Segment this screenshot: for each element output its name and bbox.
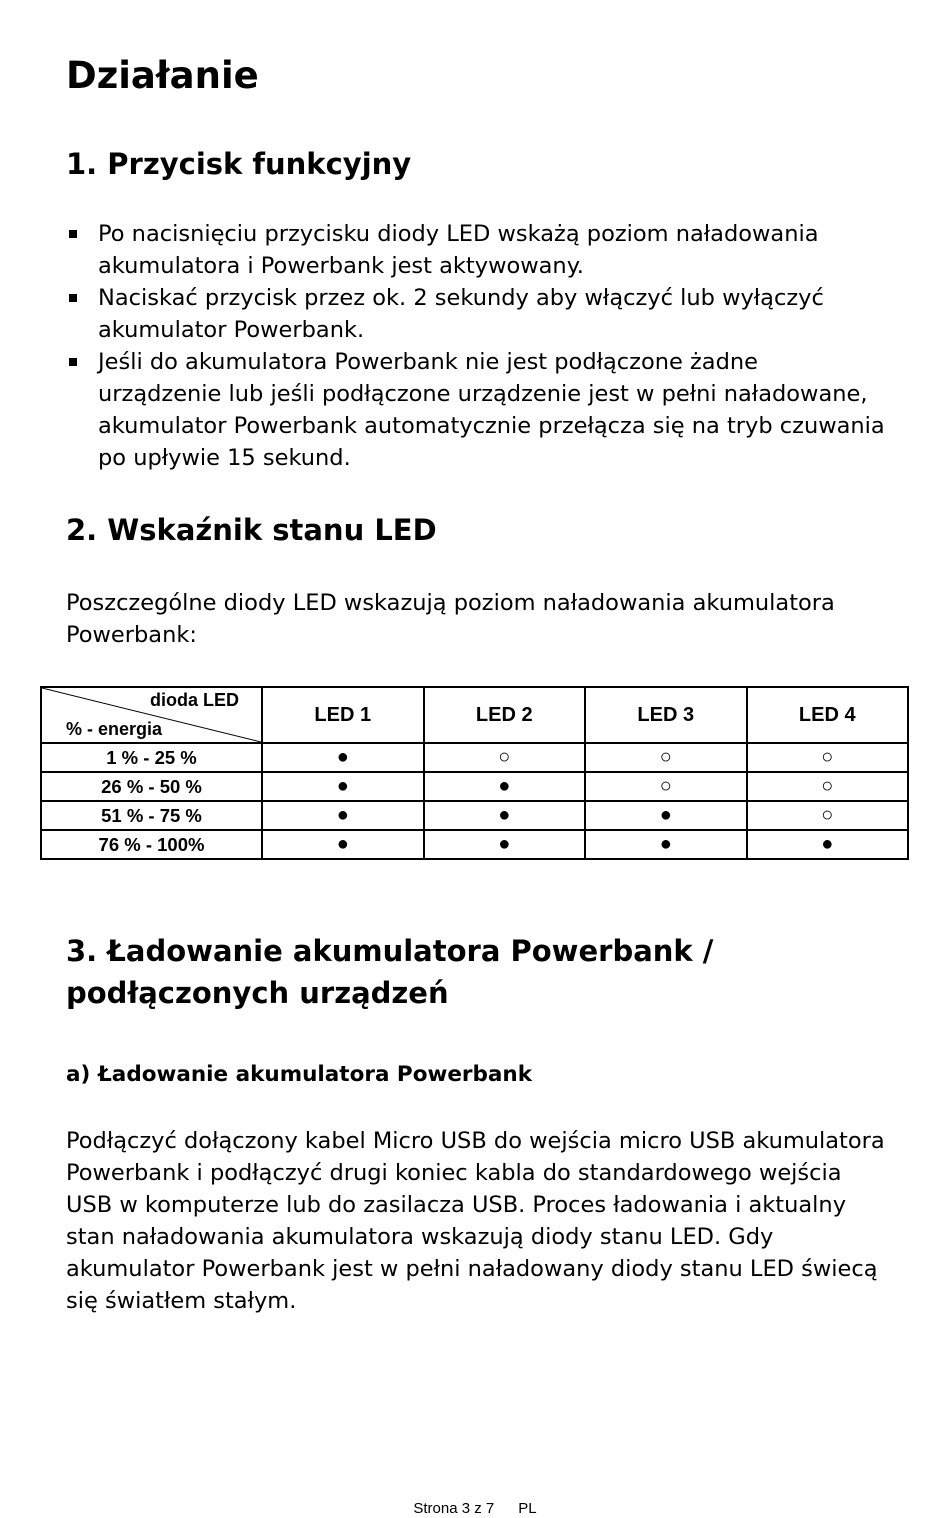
language-code: PL — [518, 1500, 537, 1517]
corner-label-energy: % - energia — [66, 719, 163, 739]
column-header: LED 2 — [424, 687, 586, 743]
table-row — [41, 830, 908, 859]
section-2-heading: 2. Wskaźnik stanu LED — [66, 513, 437, 547]
square-bullet-icon — [69, 358, 77, 366]
led-state-cell: ○ — [747, 743, 909, 772]
led-intro-paragraph: Poszczególne diody LED wskazują poziom naładowania akumulatora Powerbank: — [66, 590, 835, 648]
led-state-cell: ● — [262, 743, 424, 772]
function-button-list — [66, 218, 886, 474]
led-state-cell: ● — [424, 801, 586, 830]
list-item — [66, 282, 886, 346]
led-state-cell: ● — [424, 830, 586, 859]
square-bullet-icon — [69, 230, 77, 238]
section-3-heading: 3. Ładowanie akumulatora Powerbank / podłączonych urządzeń — [66, 934, 714, 1010]
table-row — [41, 743, 908, 772]
list-item — [66, 346, 886, 474]
table-row — [41, 772, 908, 801]
page-title: Działanie — [66, 54, 259, 97]
energy-range-cell: 26 % - 50 % — [41, 772, 262, 801]
energy-range-cell: 1 % - 25 % — [41, 743, 262, 772]
subsection-heading — [66, 1060, 532, 1090]
led-state-cell: ○ — [747, 772, 909, 801]
table-corner-cell — [41, 687, 262, 743]
column-header: LED 4 — [747, 687, 909, 743]
table-row — [41, 801, 908, 830]
led-state-cell: ○ — [747, 801, 909, 830]
list-item-text: Naciskać przycisk przez ok. 2 sekundy aby włączyć lub wyłączyć akumulator Powerbank. — [98, 285, 824, 343]
list-item-text: Jeśli do akumulatora Powerbank nie jest podłączone żadne urządzenie lub jeśli podłączone urządzenie jest w pełni naładowane, akumulator Powerbank automatycznie przełącza się na tryb czuwania po upływie 15 sekund. — [98, 349, 885, 471]
led-state-cell: ● — [262, 772, 424, 801]
led-state-cell: ○ — [585, 743, 747, 772]
page-footer — [0, 1500, 950, 1517]
led-state-cell: ● — [585, 801, 747, 830]
led-state-cell: ● — [262, 801, 424, 830]
led-state-cell: ● — [585, 830, 747, 859]
column-header: LED 3 — [585, 687, 747, 743]
charging-paragraph: Podłączyć dołączony kabel Micro USB do wejścia micro USB akumulatora Powerbank i podłączyć drugi koniec kabla do standardowego wejścia USB w komputerze lub do zasilacza USB. Proces ładowania i aktualny stan naładowania akumulatora wskazują diody stanu LED. Gdy akumulator Powerbank jest w pełni naładowany diody stanu LED świecą się światłem stałym. — [66, 1128, 885, 1314]
energy-range-cell: 76 % - 100% — [41, 830, 262, 859]
energy-range-cell: 51 % - 75 % — [41, 801, 262, 830]
led-state-cell: ○ — [585, 772, 747, 801]
square-bullet-icon — [69, 294, 77, 302]
led-status-table — [40, 686, 909, 860]
led-state-cell: ● — [262, 830, 424, 859]
subsection-title: Ładowanie akumulatora Powerbank — [98, 1062, 533, 1087]
page-number: Strona 3 z 7 — [413, 1500, 495, 1517]
section-1-heading: 1. Przycisk funkcyjny — [66, 147, 412, 181]
list-item-text: Po nacisnięciu przycisku diody LED wskażą poziom naładowania akumulatora i Powerbank jest aktywowany. — [98, 221, 819, 279]
led-state-cell: ● — [424, 772, 586, 801]
column-header: LED 1 — [262, 687, 424, 743]
corner-label-led: dioda LED — [150, 690, 239, 710]
led-state-cell: ○ — [424, 743, 586, 772]
list-item — [66, 218, 886, 282]
led-state-cell: ● — [747, 830, 909, 859]
table-header-row — [41, 687, 908, 743]
subsection-label: a) — [66, 1062, 91, 1087]
